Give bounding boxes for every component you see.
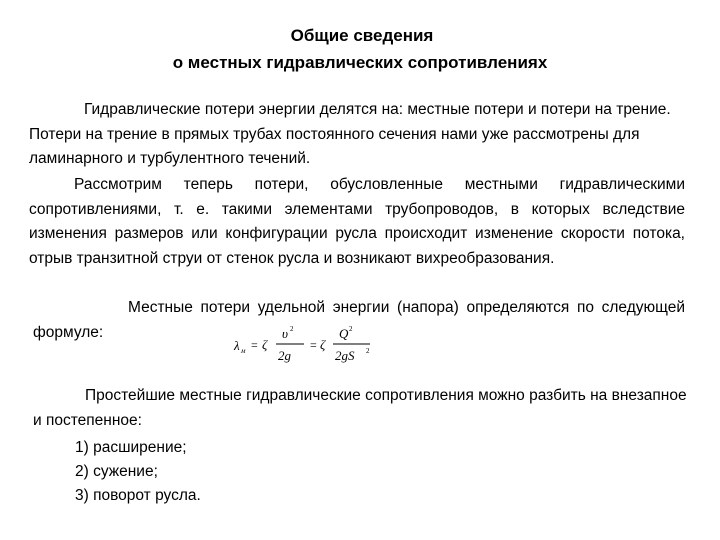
formula-equals-1: = [251, 338, 258, 352]
resistance-types-list [75, 436, 201, 508]
head-loss-formula [232, 318, 382, 372]
formula-flow-rate: Q [339, 326, 349, 341]
formula-velocity-power: 2 [290, 325, 294, 333]
paragraph-formula-intro: Местные потери удельной энергии (напора) определяются по следующей формуле: [33, 299, 685, 341]
paragraph-simple-resistances: Простейшие местные гидравлические сопротивления можно разбить на внезапное и постепенное: [33, 387, 687, 429]
page-title [0, 22, 720, 76]
list-item: 2) сужение; [75, 463, 158, 480]
formula-lambda-subscript: м [241, 347, 246, 355]
formula-zeta-2: ζ [320, 337, 326, 352]
formula-lambda: λ [234, 338, 240, 353]
list-item: 3) поворот русла. [75, 487, 201, 504]
formula-denominator-1: 2g [278, 348, 291, 363]
paragraph-losses-types: Гидравлические потери энергии делятся на: местные потери и потери на трение. Потери на трение в прямых трубах постоянного сечения нами уже рассмотрены для ламинарного и турбулентного течений. [29, 101, 671, 167]
formula-denominator-power: 2 [366, 347, 370, 355]
paragraph-local-resistance: Рассмотрим теперь потери, обусловленные местными гидравлическими сопротивлениями, т. е. такими элементами трубопроводов, в которых вследствие изменения размеров или конфигурации русла происходит изменение скорости потока, отрыв транзитной струи от стенок русла и возникают вихреобразования. [29, 176, 685, 267]
formula-zeta-1: ζ [262, 337, 268, 352]
list-item: 1) расширение; [75, 439, 187, 456]
formula-equals-2: = [310, 338, 317, 352]
title-line-1: Общие сведения [290, 26, 434, 45]
formula-velocity: υ [282, 326, 288, 341]
title-line-2: о местных гидравлических сопротивлениях [172, 53, 548, 72]
formula-flow-rate-power: 2 [349, 325, 353, 333]
formula-denominator-2: 2gS [335, 348, 355, 363]
